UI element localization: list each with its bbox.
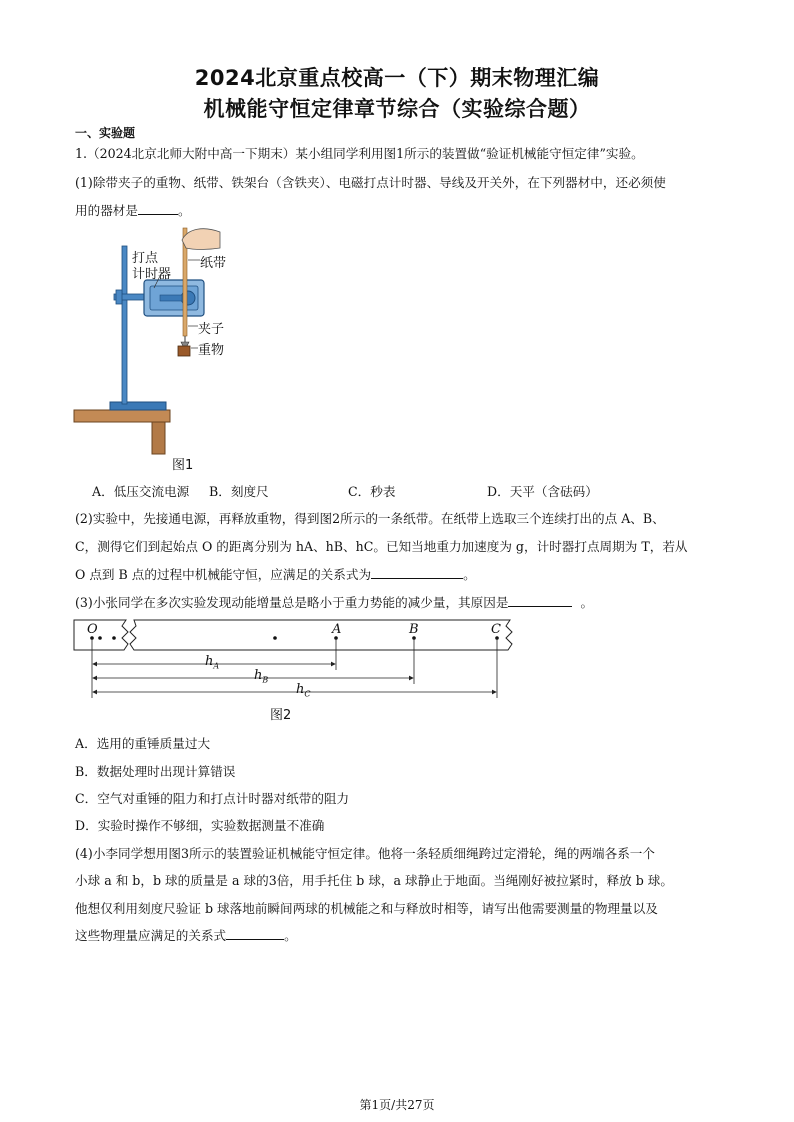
figure2-caption: 图2 (270, 708, 292, 723)
part4-line4 (75, 925, 297, 944)
figure1-caption: 图1 (172, 458, 194, 473)
answer-blank-1 (138, 202, 178, 215)
table-top (74, 410, 170, 422)
part2-line3 (75, 564, 476, 583)
label-hc: $h_C$ (296, 682, 311, 699)
answer-blank-4 (226, 927, 284, 940)
point-o: O (87, 622, 98, 637)
part2-line1: (2)实验中，先接通电源，再释放重物，得到图2所示的一条纸带。在纸带上选取三个连续打出的点 A、B、 (75, 511, 665, 526)
table-leg (152, 422, 165, 454)
part3-text: (3)小张同学在多次实验发现动能增量总是略小于重力势能的减少量，其原因是 (75, 595, 509, 610)
part4-end: 。 (284, 928, 297, 943)
weight-block (178, 346, 190, 356)
part1-text: 用的器材是 (75, 203, 138, 218)
question-intro: 1.（2024北京北师大附中高一下期末）某小组同学利用图1所示的装置做“验证机械能守恒定律”实验。 (75, 146, 644, 161)
option3-d: D．实验时操作不够细，实验数据测量不准确 (75, 818, 325, 833)
option1-d: D．天平（含砝码） (487, 484, 598, 499)
option1-a: A．低压交流电源 (92, 484, 190, 499)
page-footer: 第1页/共27页 (359, 1098, 435, 1112)
label-ha: $h_A$ (205, 654, 220, 671)
part2-end: 。 (463, 567, 476, 582)
page-title-line2: 机械能守恒定律章节综合（实验综合题） (203, 97, 591, 121)
point-a: A (332, 622, 342, 637)
option3-c: C．空气对重锤的阻力和打点计时器对纸带的阻力 (75, 791, 350, 806)
part4-line1: (4)小李同学想用图3所示的装置验证机械能守恒定律。他将一条轻质细绳跨过定滑轮，绳的两端各系一个 (75, 846, 655, 861)
hand (182, 229, 220, 250)
clamp-knob (116, 290, 122, 304)
answer-blank-2 (371, 566, 463, 579)
figure1-apparatus (70, 222, 300, 474)
label-hb: $h_B$ (254, 668, 269, 685)
part2-line2: C，测得它们到起始点 O 的距离分别为 hA、hB、hC。已知当地重力加速度为 g，计时器打点周期为 T，若从 (75, 539, 688, 554)
answer-blank-3 (508, 594, 572, 607)
option1-c: C．秒表 (348, 484, 396, 499)
label-clip: 夹子 (198, 322, 225, 337)
label-timer-line1: 打点 (132, 251, 159, 266)
option3-b: B．数据处理时出现计算错误 (75, 764, 236, 779)
option3-a: A．选用的重锤质量过大 (75, 736, 211, 751)
label-tape: 纸带 (200, 256, 227, 271)
stand-base (110, 402, 166, 410)
part3-line (75, 592, 593, 611)
part2-text: O 点到 B 点的过程中机械能守恒，应满足的关系式为 (75, 567, 372, 582)
point-b: B (409, 622, 419, 637)
label-weight: 重物 (198, 343, 225, 358)
part4-text: 这些物理量应满足的关系式 (75, 928, 227, 943)
label-timer-line2: 计时器 (132, 267, 172, 282)
part1-line1: (1)除带夹子的重物、纸带、铁架台（含铁夹）、电磁打点计时器、导线及开关外，在下列器材中，还必须使 (75, 175, 666, 190)
part3-end: 。 (580, 595, 594, 610)
stand-pole (122, 246, 127, 404)
point-c: C (491, 622, 501, 637)
part1-end: 。 (177, 203, 191, 218)
section-heading: 一、实验题 (75, 126, 136, 140)
part4-line2: 小球 a 和 b，b 球的质量是 a 球的3倍，用手托住 b 球，a 球静止于地面。当绳刚好被拉紧时，释放 b 球。 (75, 873, 673, 888)
part1-line2 (75, 200, 191, 219)
option1-b: B．刻度尺 (209, 484, 269, 499)
page-title-line1: 2024北京重点校高一（下）期末物理汇编 (194, 66, 600, 90)
part4-line3: 他想仅利用刻度尺验证 b 球落地前瞬间两球的机械能之和与释放时相等，请写出他需要测量的物理量以及 (75, 901, 658, 916)
